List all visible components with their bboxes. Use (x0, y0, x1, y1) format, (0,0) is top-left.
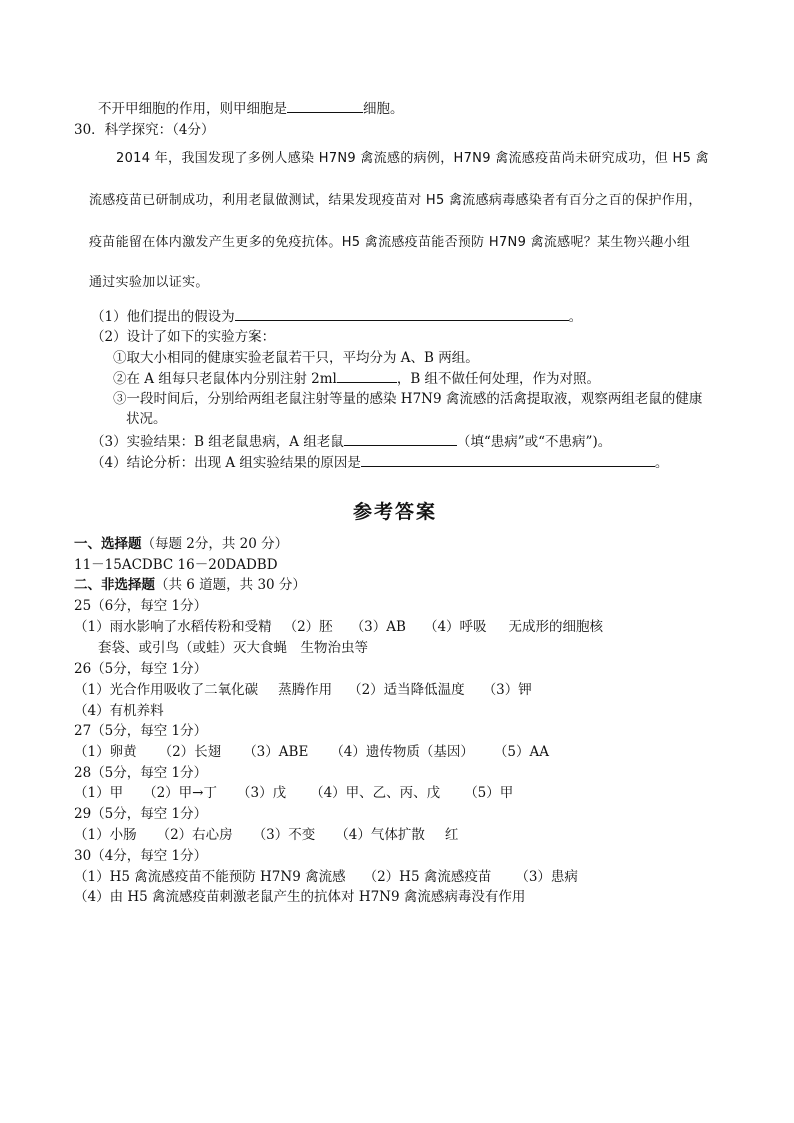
q27-a2: （2）长翅 (158, 744, 222, 760)
answer-blank (344, 432, 457, 446)
q28-a1: （1）甲 (74, 785, 124, 801)
step-1: ①取大小相同的健康实验老鼠若干只，平均分为 A、B 两组。 (113, 350, 479, 366)
q30-header: 30．科学探究：（4分） (74, 122, 215, 138)
passage-line-1: 2014 年，我国发现了多例人感染 H7N9 禽流感的病例，H7N9 禽流感疫苗尚未研究成功，但 H5 禽 (116, 151, 709, 166)
q29-heading: 29（5分，每空 1分） (74, 806, 208, 822)
section-1-answers: 11－15ACDBC 16－20DADBD (74, 557, 278, 573)
q30-a1: （1）H5 禽流感疫苗不能预防 H7N9 禽流感 (74, 869, 346, 885)
prev-question-line (98, 99, 404, 118)
answer-blank (361, 453, 655, 467)
q26-a3: （2）适当降低温度 (348, 682, 465, 698)
q3-prefix: （3）实验结果：B 组老鼠患病，A 组老鼠 (91, 434, 344, 450)
q1-suffix: 。 (568, 309, 583, 325)
section-1-heading (74, 535, 288, 553)
answer-blank (337, 369, 397, 383)
step-3-line-2: 状况。 (126, 411, 167, 427)
q30-part4 (91, 453, 668, 472)
q30-part2-header: （2）设计了如下的实验方案： (91, 329, 276, 345)
q30-a3: （3）患病 (515, 869, 578, 885)
q30-answers (74, 868, 578, 886)
q30-part1 (91, 307, 582, 326)
section-1-label: 一、选择题 (74, 536, 142, 552)
q26-a2: 蒸腾作用 (278, 682, 333, 698)
q28-heading: 28（5分，每空 1分） (74, 765, 208, 781)
q27-a1: （1）卵黄 (74, 744, 137, 760)
q29-a4: （4）气体扩散 (335, 827, 425, 843)
q29-a2: （2）右心房 (156, 827, 233, 843)
q25-line-2: 套袋、或引鸟（或蛙）灭大食蝇 生物治虫等 (98, 640, 368, 656)
q26-a1: （1）光合作用吸收了二氧化碳 (74, 682, 259, 698)
q28-answers (74, 784, 513, 802)
q29-answers (74, 826, 458, 844)
q29-a5: 红 (444, 827, 459, 843)
passage-line-3: 疫苗能留在体内激发产生更多的免疫抗体。H5 禽流感疫苗能否预防 H7N9 禽流感呢？某生物兴趣小组 (89, 235, 691, 250)
q26-heading: 26（5分，每空 1分） (74, 661, 208, 677)
q26-a4: （3）钾 (482, 682, 532, 698)
q28-a2: （2）甲→丁 (143, 785, 217, 801)
step-2 (113, 369, 600, 388)
q25-a3: （3）AB (350, 619, 406, 635)
q28-a5: （5）甲 (464, 785, 514, 801)
q25-a4: （4）呼吸 (423, 619, 487, 635)
section-2-heading (74, 576, 306, 594)
answer-blank (287, 99, 363, 113)
q25-answers (74, 618, 603, 636)
q3-suffix: （填“患病”或“不患病”)。 (456, 434, 612, 450)
q27-heading: 27（5分，每空 1分） (74, 723, 208, 739)
q27-a3: （3）ABE (243, 744, 309, 760)
step2-prefix: ②在 A 组每只老鼠体内分别注射 2ml (113, 371, 337, 387)
section-2-note: （共 6 道题，共 30 分） (155, 577, 306, 593)
section-2-label: 二、非选择题 (74, 577, 155, 593)
step-3-line-1: ③一段时间后，分别给两组老鼠注射等量的感染 H7N9 禽流感的活禽提取液，观察两组老鼠的健康 (113, 391, 703, 407)
q25-a5: 无成形的细胞核 (508, 619, 604, 635)
prev-line-suffix: 细胞。 (363, 101, 404, 117)
step2-suffix: ，B 组不做任何处理，作为对照。 (396, 371, 601, 387)
section-1-note: （每题 2分，共 20 分） (141, 536, 289, 552)
answer-blank (235, 307, 569, 321)
q27-a4: （4）遗传物质（基因） (330, 744, 474, 760)
q1-prefix: （1）他们提出的假设为 (91, 309, 235, 325)
q28-a3: （3）戊 (237, 785, 287, 801)
q30-part3 (91, 432, 611, 451)
q30-heading: 30（4分，每空 1分） (74, 848, 208, 864)
q26-answers (74, 681, 532, 699)
q26-line-2: （4）有机养料 (74, 703, 164, 719)
q4-prefix: （4）结论分析：出现 A 组实验结果的原因是 (91, 455, 361, 471)
q25-a1: （1）雨水影响了水稻传粉和受精 (74, 619, 272, 635)
q29-a1: （1）小肠 (74, 827, 137, 843)
q27-a5: （5）AA (493, 744, 549, 760)
q25-heading: 25（6分，每空 1分） (74, 598, 208, 614)
prev-line-prefix: 不开甲细胞的作用，则甲细胞是 (98, 101, 287, 117)
q27-answers (74, 743, 549, 761)
passage-line-4: 通过实验加以证实。 (89, 275, 209, 290)
q29-a3: （3）不变 (252, 827, 316, 843)
q30-line-2: （4）由 H5 禽流感疫苗刺激老鼠产生的抗体对 H7N9 禽流感病毒没有作用 (74, 889, 526, 905)
q28-a4: （4）甲、乙、丙、戊 (310, 785, 441, 801)
q4-suffix: 。 (654, 455, 669, 471)
q25-a2: （2）胚 (283, 619, 333, 635)
passage-line-2: 流感疫苗已研制成功，利用老鼠做测试，结果发现疫苗对 H5 禽流感病毒感染者有百分之百的保护作用， (89, 193, 702, 208)
answer-key-title: 参考答案 (353, 501, 438, 523)
q30-a2: （2）H5 禽流感疫苗 (363, 869, 492, 885)
